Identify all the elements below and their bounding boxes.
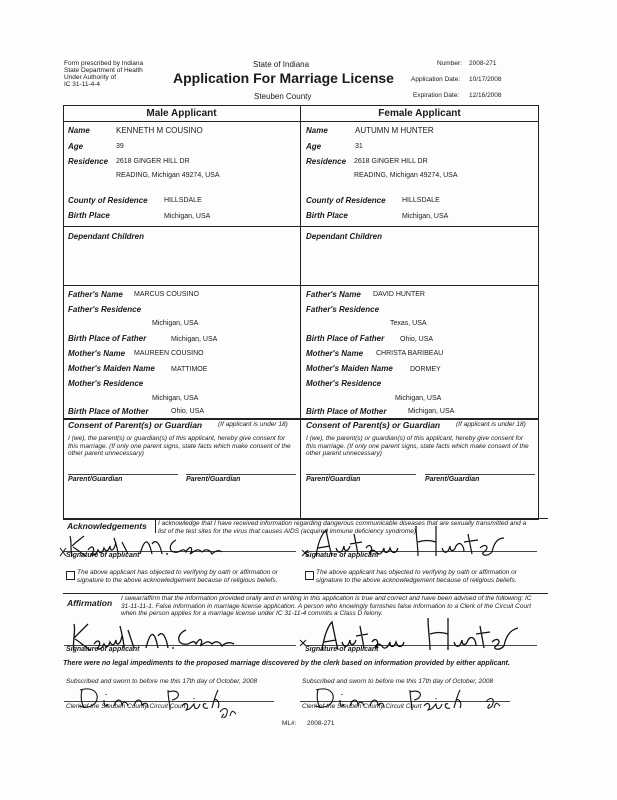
female-children-label: Dependant Children [306,232,383,241]
ic-code: IC 31-11-4-4 [64,81,101,88]
female-father-res-label: Father's Residence [306,305,380,314]
female-mother-maiden-label: Mother's Maiden Name [306,364,393,373]
female-father-name-label: Father's Name [306,290,361,299]
female-objected-checkbox[interactable] [305,571,314,580]
female-father-birth: Ohio, USA [400,336,434,343]
male-birth-label: Birth Place [68,211,110,220]
female-residence-1: 2618 GINGER HILL DR [354,158,428,165]
female-consent-text: I (we), the parent(s) or guardian(s) of this applicant, hereby give consent for this marriage. (If only one parent signs, state facts which make consent of the other parent unnecessary) [306,435,529,457]
number-label: Number: [437,60,462,67]
authority: Under Authority of [64,74,117,81]
header-divider [63,121,538,122]
male-parent-line-1 [68,474,178,475]
female-name: AUTUMN M HUNTER [355,126,434,135]
male-objected-text: The above applicant has objected to verifying by oath or affirmation or signature to the above acknowledgement because of religious beliefs. [77,569,278,584]
female-mother-res-label: Mother's Residence [306,379,382,388]
male-mother-birth: Ohio, USA [171,408,205,415]
female-objected-text: The above applicant has objected to verifying by oath or affirmation or signature to the above acknowledgement because of religious beliefs. [316,569,517,584]
male-father-name-label: Father's Name [68,290,123,299]
female-father-res: Texas, USA [390,320,427,327]
male-consent-note: (If applicant is under 18) [218,421,288,428]
male-father-name: MARCUS COUSINO [134,291,199,298]
column-divider [300,105,301,418]
affirm-male-sig-label: Signature of applicant [66,646,140,653]
ml-number: 2008-271 [307,720,335,727]
male-residence-label: Residence [68,157,109,166]
female-subscribed-text: Subscribed and sworn to before me this 17th day of October, 2008 [302,678,494,685]
male-father-birth-label: Birth Place of Father [68,334,147,343]
female-parent-line-1 [306,474,416,475]
male-parent-label-2: Parent/Guardian [186,476,241,483]
female-residence-label: Residence [306,157,347,166]
form-prescribed: Form prescribed by Indiana [64,60,144,67]
male-father-res: Michigan, USA [152,320,199,327]
male-name-label: Name [68,126,90,135]
male-mother-birth-label: Birth Place of Mother [68,407,149,416]
male-mother-name-label: Mother's Name [68,349,126,358]
female-father-name: DAVID HUNTER [373,291,425,298]
ml-label: ML#: [282,720,297,727]
female-consent-note: (If applicant is under 18) [456,421,526,428]
page-title: Application For Marriage License [173,70,394,86]
male-birth-place: Michigan, USA [164,213,211,220]
female-birth-label: Birth Place [306,211,348,220]
affirm-female-signature [296,612,526,654]
female-birth-place: Michigan, USA [402,213,449,220]
male-consent-label: Consent of Parent(s) or Guardian [68,420,203,430]
ack-text: I acknowledge that I have received information regarding dangerous communicable diseases that are sexually transmitted and a list of the test sites for the virus that causes AIDS (acquired immune deficiency syndrome) [158,520,527,535]
county-label: Steuben County [254,92,312,101]
male-column-header: Male Applicant [146,108,217,119]
state-label: State of Indiana [253,60,310,69]
male-age: 39 [116,143,124,150]
male-residence-1: 2618 GINGER HILL DR [116,158,190,165]
female-residence-2: READING, Michigan 49274, USA [354,172,458,179]
number-value: 2008-271 [469,60,497,67]
female-father-birth-label: Birth Place of Father [306,334,385,343]
male-mother-name: MAUREEN COUSINO [134,350,204,357]
female-consent-label: Consent of Parent(s) or Guardian [306,420,441,430]
male-residence-2: READING, Michigan 49274, USA [116,172,220,179]
female-mother-maiden: DORMEY [410,366,441,373]
male-consent-text: I (we), the parent(s) or guardian(s) of this applicant, hereby give consent for this marriage. (If only one parent signs, state facts which make consent of the other parent unnecessary) [68,435,291,457]
male-father-res-label: Father's Residence [68,305,142,314]
female-mother-birth-label: Birth Place of Mother [306,407,387,416]
female-parent-label-2: Parent/Guardian [425,476,480,483]
affirm-male-signature [60,620,260,652]
male-objected-checkbox[interactable] [66,571,75,580]
affirm-label: Affirmation [67,598,113,608]
app-date-label: Application Date: [411,76,461,83]
male-children-label: Dependant Children [68,232,145,241]
male-mother-maiden-label: Mother's Maiden Name [68,364,155,373]
male-mother-res: Michigan, USA [152,395,199,402]
consent-divider [300,418,301,518]
affirm-text: I swear/affirm that the information provided orally and in writing in this application is true and correct and have been advised of the following: IC 31-11-11-1. False information in marriage license application. A person who knowingly furnishes false information to a Clerk of the Circuit Court when the person applies for a marriage license under IC 31-11-4 commits a Class D felony. [121,595,532,617]
affirm-top-line [63,593,548,594]
female-name-label: Name [306,126,328,135]
male-county-label: County of Residence [68,196,148,205]
female-mother-res: Michigan, USA [395,395,442,402]
impediments-statement: There were no legal impediments to the proposed marriage discovered by the clerk based on information provided by either applicant. [63,660,510,667]
ack-label: Acknowledgements [67,521,147,531]
male-parent-line-2 [186,474,296,475]
ack-top-line [63,518,548,519]
female-clerk-signature [310,682,510,718]
male-county: HILLSDALE [164,197,202,204]
female-clerk-label: Clerk of the Steuben County Circuit Court [302,703,422,710]
male-mother-maiden: MATTIMOE [171,366,208,373]
male-parent-label-1: Parent/Guardian [68,476,123,483]
female-mother-birth: Michigan, USA [408,408,455,415]
exp-date-label: Expiration Date: [413,92,460,99]
row-divider-1 [63,226,538,227]
state-dept: State Department of Health [64,67,143,74]
male-clerk-label: Clerk of the Steuben County Circuit Court [66,703,186,710]
female-mother-name-label: Mother's Name [306,349,364,358]
female-column-header: Female Applicant [378,108,461,119]
female-county-label: County of Residence [306,196,386,205]
female-parent-line-2 [425,474,535,475]
ack-female-sig-label: Signature of applicant [305,552,379,559]
ack-female-signature [296,520,526,560]
female-mother-name: CHRISTA BARIBEAU [376,350,444,357]
male-subscribed-text: Subscribed and sworn to before me this 17th day of October, 2008 [66,678,258,685]
ack-male-sig-label: Signature of applicant [66,552,140,559]
affirm-female-sig-label: Signature of applicant [305,646,379,653]
exp-date-value: 12/16/2008 [469,92,502,99]
male-mother-res-label: Mother's Residence [68,379,144,388]
male-clerk-signature [76,684,236,718]
female-parent-label-1: Parent/Guardian [306,476,361,483]
female-age-label: Age [306,142,322,151]
male-father-birth: Michigan, USA [171,336,218,343]
ack-male-signature [56,530,246,560]
row-divider-2 [63,285,538,286]
female-county: HILLSDALE [402,197,440,204]
male-name: KENNETH M COUSINO [116,126,203,135]
consent-box [63,418,539,520]
app-date-value: 10/17/2008 [469,76,502,83]
male-age-label: Age [68,142,84,151]
female-age: 31 [355,143,363,150]
